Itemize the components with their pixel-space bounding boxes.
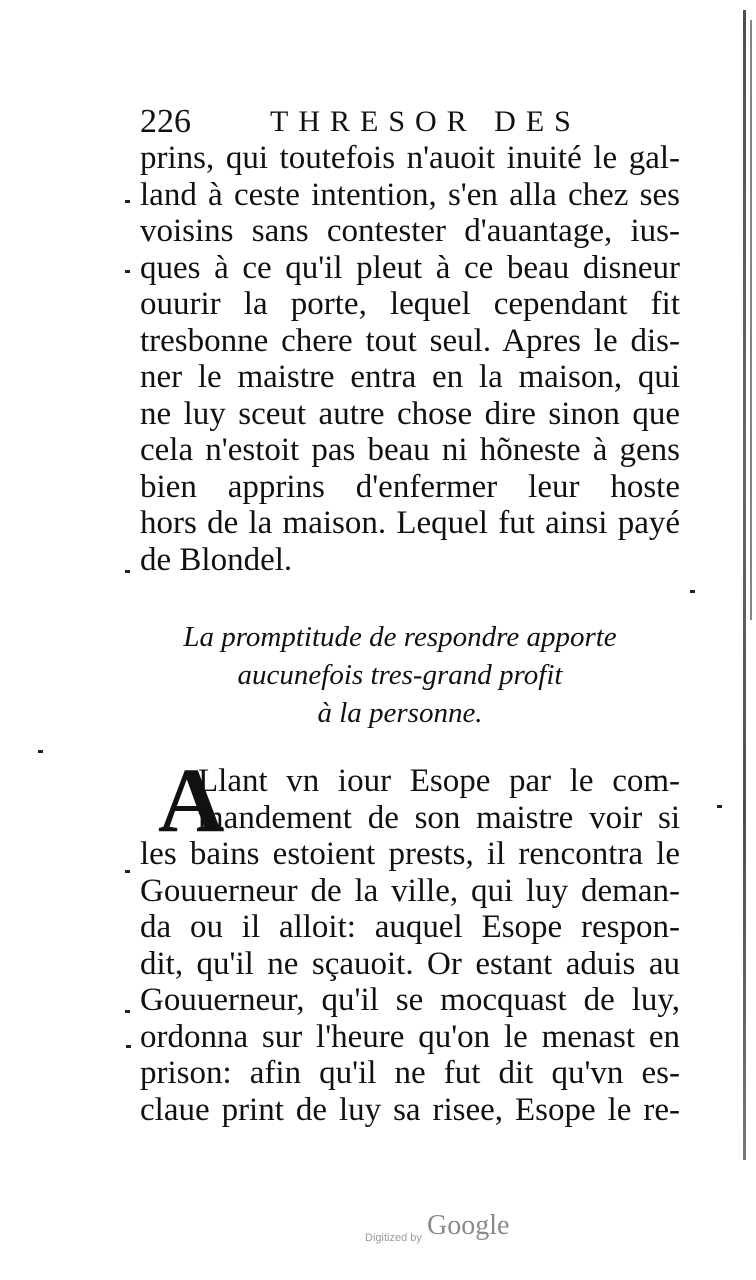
print-speck bbox=[717, 805, 722, 808]
page-edge-shadow bbox=[743, 10, 746, 1160]
text-line: land à ceste intention, s'en alla chez ses bbox=[140, 176, 680, 213]
heading-line: aucunefois tres-grand profit bbox=[237, 659, 563, 691]
heading-line: La promptitude de respondre apporte bbox=[183, 621, 617, 653]
section-heading bbox=[150, 618, 650, 732]
heading-line: à la personne. bbox=[317, 697, 483, 729]
text-line: tresbonne chere tout seul. Apres le dis- bbox=[140, 322, 680, 359]
text-line: de Blondel. bbox=[140, 541, 293, 578]
text-line: ne luy sceut autre chose dire sinon que bbox=[140, 395, 680, 432]
text-line: les bains estoient prests, il rencontra le bbox=[140, 836, 680, 872]
text-line: cela n'estoit pas beau ni hõneste à gens bbox=[140, 432, 680, 468]
print-speck bbox=[126, 1045, 131, 1048]
text-line: ques à ce qu'il pleut à ce beau disneur bbox=[140, 249, 680, 286]
google-logo: Google bbox=[427, 1210, 510, 1241]
text-line: dit, qu'il ne sçauoit. Or estant aduis au bbox=[140, 945, 680, 982]
paragraph-1 bbox=[140, 140, 680, 578]
digitized-by-text: Digitized by bbox=[365, 1232, 422, 1244]
text-line: mandement de son maistre voir si bbox=[198, 799, 680, 836]
page-number: 226 bbox=[140, 103, 191, 140]
text-line: da ou il alloit: auquel Esope respon- bbox=[140, 909, 680, 945]
text-line: ner le maistre entra en la maison, qui bbox=[140, 359, 680, 395]
print-speck bbox=[38, 750, 43, 753]
text-line: ordonna sur l'heure qu'on le menast en bbox=[140, 1018, 680, 1055]
running-title: THRESOR DES bbox=[270, 105, 581, 138]
digitization-watermark bbox=[365, 1210, 555, 1250]
text-line: hors de la maison. Lequel fut ainsi payé bbox=[140, 505, 680, 541]
print-speck bbox=[125, 270, 130, 273]
text-line: bien apprins d'enfermer leur hoste bbox=[140, 468, 680, 505]
text-line: ouurir la porte, lequel cependant fit bbox=[140, 286, 680, 322]
text-line: Llant vn iour Esope par le com- bbox=[198, 763, 680, 799]
text-line: prins, qui toutefois n'auoit inuité le gal- bbox=[140, 140, 680, 176]
print-speck bbox=[125, 570, 130, 573]
drop-cap: A bbox=[158, 749, 225, 851]
print-speck bbox=[125, 870, 130, 873]
print-speck bbox=[690, 590, 695, 593]
paragraph-2 bbox=[140, 763, 680, 1128]
print-speck bbox=[125, 1010, 130, 1013]
page-header bbox=[140, 100, 600, 144]
text-line: Gouuerneur, qu'il se mocquast de luy, bbox=[140, 982, 680, 1018]
text-line: voisins sans contester d'auantage, ius- bbox=[140, 213, 680, 249]
text-line: prison: afin qu'il ne fut dit qu'vn es- bbox=[140, 1055, 680, 1091]
text-line: Gouuerneur de la ville, qui luy deman- bbox=[140, 872, 680, 909]
print-speck bbox=[125, 200, 130, 203]
text-line: claue print de luy sa risee, Esope le re- bbox=[140, 1091, 680, 1128]
page-edge-shadow-inner bbox=[750, 20, 752, 620]
